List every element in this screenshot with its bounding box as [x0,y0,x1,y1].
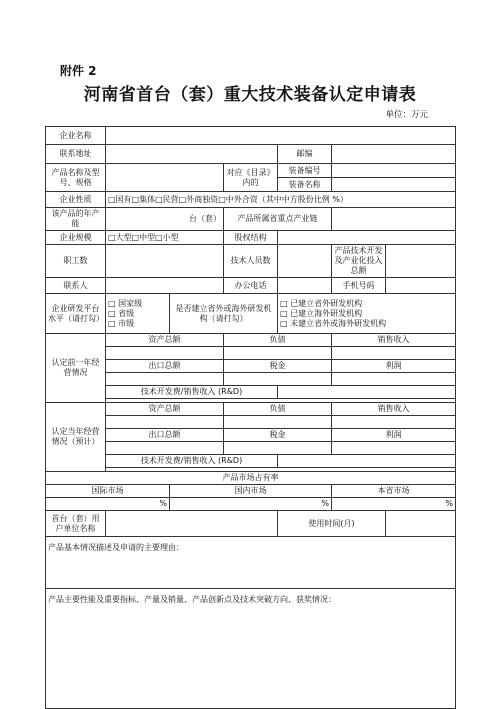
prev-profit-field[interactable] [332,373,456,386]
tech-investment-field[interactable] [386,245,456,278]
first-user-label: 首台（套）用户单位名称 [46,511,106,537]
prev-tax-label: 税金 [224,360,332,373]
address-label: 联系地址 [46,145,106,164]
product-specs-label: 产品主要性能及重要指标、产量及销量、产品创新点及技术突破方向、获奖情况： [48,595,336,604]
overseas-opt1-checkbox[interactable]: □ 已建立省外研发机构 [280,298,363,308]
mobile-label: 手机号码 [332,278,386,294]
annex-label: 附件 2 [60,64,97,78]
tech-investment-label: 产品技术开发及产业化投入总额 [332,245,386,278]
equipment-number-label: 装备编号 [278,164,332,178]
local-market-label: 本省市场 [332,485,456,498]
row-prev-values1 [46,347,456,360]
row-product-desc [46,537,456,589]
row-rd-level [46,294,456,334]
current-year-label: 认定当年经营情况（预计） [46,403,106,472]
row-company-scale [46,231,456,245]
first-user-field[interactable] [106,511,278,537]
company-scale-label: 企业规模 [46,231,106,245]
row-cur-header2 [46,429,456,442]
catalog-label: 对应《目录》内的 [224,164,278,192]
contact-field[interactable] [106,278,224,294]
employees-label: 职工数 [46,245,106,278]
company-name-label: 企业名称 [46,127,106,145]
company-nature-options[interactable]: □国有□集体□民营□外商独资□中外合资（其中中方股份比例 %） [106,192,456,208]
prev-sales-label: 销售收入 [332,334,456,347]
company-nature-label: 企业性质 [46,192,106,208]
office-phone-field[interactable] [278,278,332,294]
row-employees [46,245,456,278]
cur-export-label: 出口总额 [106,429,224,442]
overseas-rd-options [278,294,456,334]
rd-level-options [106,294,170,334]
row-prev-header [46,334,456,347]
intl-market-label: 国际市场 [46,485,170,498]
level-national-checkbox[interactable]: □ 国家级 [108,298,143,308]
postcode-field[interactable] [332,145,456,164]
cur-sales-field[interactable] [332,416,456,429]
cur-profit-field[interactable] [332,442,456,455]
local-market-field[interactable]: % [332,498,456,511]
annual-capacity-label: 该产品的年产能 [46,208,106,231]
row-market-values [46,498,456,511]
company-scale-options[interactable]: □大型□中型□小型 [106,231,224,245]
equity-structure-field[interactable] [278,231,456,245]
product-desc-label: 产品基本情况描述及申请的主要理由： [48,543,184,552]
office-phone-label: 办公电话 [224,278,278,294]
row-market-share [46,472,456,485]
cur-tax-field[interactable] [224,442,332,455]
row-cur-rd [46,455,456,468]
contact-label: 联系人 [46,278,106,294]
row-prev-header2 [46,360,456,373]
market-share-label: 产品市场占有率 [46,472,456,485]
row-cur-values2 [46,442,456,455]
cur-total-assets-field[interactable] [106,416,224,429]
overseas-opt2-checkbox[interactable]: □ 已建立海外研发机构 [280,308,363,318]
prev-total-assets-field[interactable] [106,347,224,360]
row-prev-rd [46,386,456,399]
prev-total-assets-label: 资产总额 [106,334,224,347]
prev-liabilities-field[interactable] [224,347,332,360]
prev-rd-field[interactable] [278,386,456,399]
cur-export-field[interactable] [106,442,224,455]
cur-sales-label: 销售收入 [332,403,456,416]
company-name-field[interactable] [106,127,456,145]
prev-tax-field[interactable] [224,373,332,386]
tech-staff-label: 技术人员数 [224,245,278,278]
equity-structure-label: 股权结构 [224,231,278,245]
row-annual-capacity [46,208,456,231]
product-desc-field[interactable] [46,537,456,589]
prev-liabilities-label: 负债 [224,334,332,347]
cur-profit-label: 利润 [332,429,456,442]
tech-staff-field[interactable] [278,245,332,278]
equipment-name-field[interactable] [332,178,456,192]
cur-liabilities-field[interactable] [224,416,332,429]
cur-rd-label: 技术开发费/销售收入 (R&D) [106,455,278,468]
rd-level-label: 企业研发平台水平（请打勾） [46,294,106,334]
industry-chain-field[interactable] [332,208,456,231]
product-name-label: 产品名称及型号、规格 [46,164,106,192]
employees-field[interactable] [106,245,224,278]
application-form [45,126,456,709]
unit-label: 单位：万元 [385,110,428,120]
row-prev-values2 [46,373,456,386]
prev-export-label: 出口总额 [106,360,224,373]
address-field[interactable] [106,145,278,164]
cur-tax-label: 税金 [224,429,332,442]
overseas-rd-label: 是否建立省外或海外研发机构（请打勾） [170,294,278,334]
unit-sets-label: 台（套） [106,208,224,231]
row-first-user [46,511,456,537]
usage-time-label: 使用时间(月) [278,511,386,537]
postcode-label: 邮编 [278,145,332,164]
prev-sales-field[interactable] [332,347,456,360]
page-title: 河南省首台（套）重大技术装备认定申请表 [83,85,417,105]
cur-total-assets-label: 资产总额 [106,403,224,416]
prev-year-label: 认定前一年经营情况 [46,334,106,403]
row-product-name [46,164,456,178]
prev-rd-label: 技术开发费/销售收入 (R&D) [106,386,278,399]
equipment-number-field[interactable] [332,164,456,178]
mobile-field[interactable] [386,278,456,294]
row-cur-values1 [46,416,456,429]
row-cur-header [46,403,456,416]
row-market-headers [46,485,456,498]
level-city-checkbox[interactable]: □ 市级 [108,318,135,328]
industry-chain-label: 产品所属省重点产业链 [224,208,332,231]
product-name-field[interactable] [106,164,224,192]
prev-profit-label: 利润 [332,360,456,373]
row-address [46,145,456,164]
cur-rd-field[interactable] [278,455,456,468]
product-specs-field[interactable] [46,589,456,709]
row-product-specs [46,589,456,709]
prev-export-field[interactable] [106,373,224,386]
row-company-nature [46,192,456,208]
row-contact [46,278,456,294]
row-company-name [46,127,456,145]
usage-time-field[interactable] [386,511,456,537]
equipment-name-label: 装备名称 [278,178,332,192]
level-provincial-checkbox[interactable]: □ 省级 [108,308,135,318]
overseas-opt3-checkbox[interactable]: □ 未建立省外或海外研发机构 [280,318,387,328]
domestic-market-label: 国内市场 [170,485,332,498]
intl-market-field[interactable]: % [46,498,170,511]
domestic-market-field[interactable]: % [170,498,332,511]
cur-liabilities-label: 负债 [224,403,332,416]
